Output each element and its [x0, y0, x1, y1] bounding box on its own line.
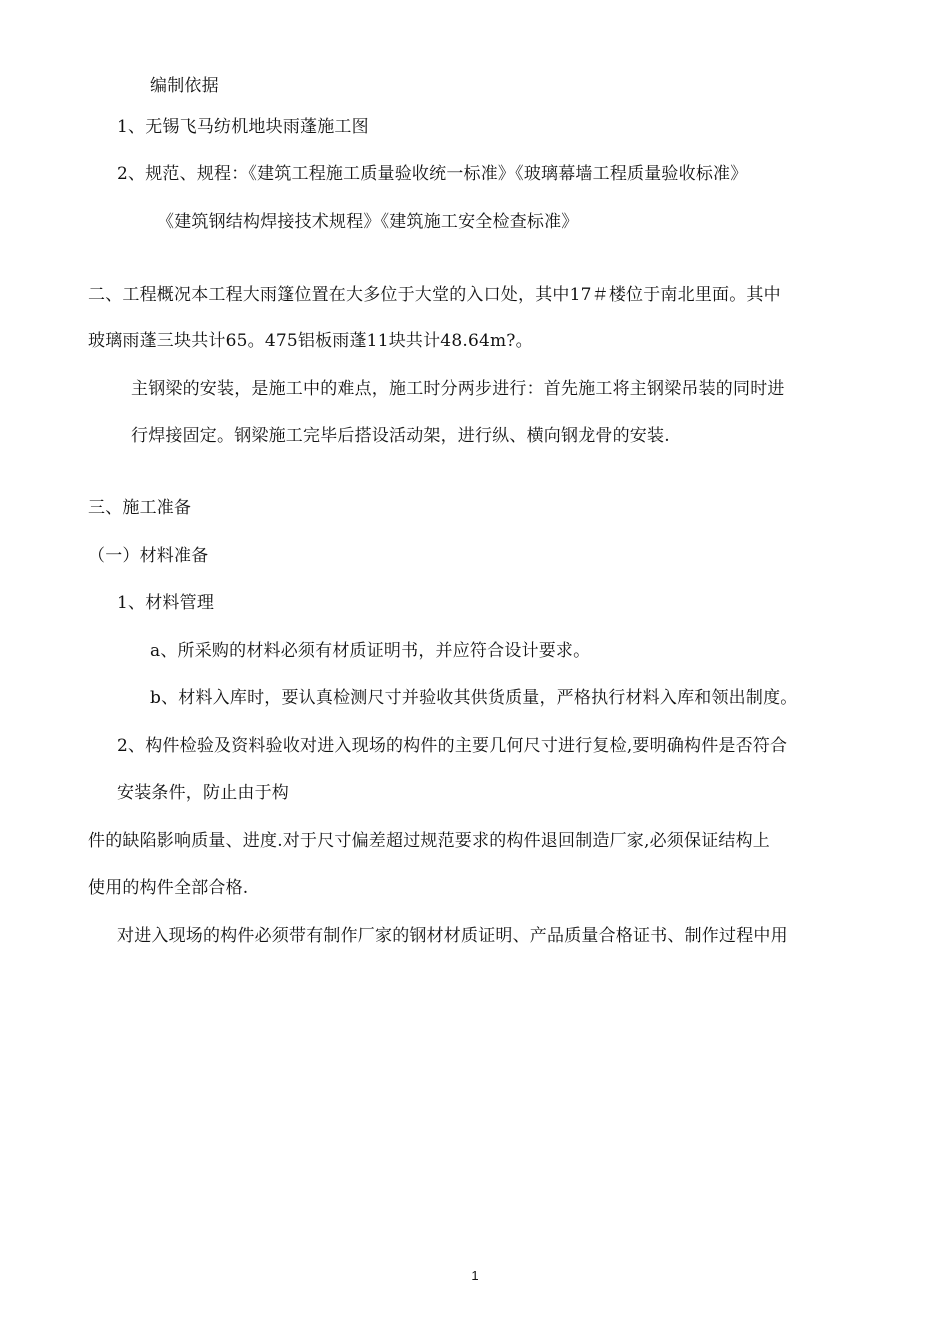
overview-paragraph-line: 行焊接固定。钢梁施工完毕后搭设活动架，进行纵、横向钢龙骨的安装. — [131, 426, 670, 446]
subsection-materials-heading: （一）材料准备 — [88, 546, 209, 566]
component-documents-line: 对进入现场的构件必须带有制作厂家的钢材材质证明、产品质量合格证书、制作过程中用 — [117, 926, 788, 946]
materials-item-a: a、所采购的材料必须有材质证明书，并应符合设计要求。 — [150, 641, 591, 661]
component-inspection-line: 使用的构件全部合格. — [88, 878, 249, 898]
section-preparation-heading: 三、施工准备 — [88, 498, 192, 518]
component-inspection-line: 2、构件检验及资料验收对进入现场的构件的主要几何尺寸进行复检,要明确构件是否符合 — [117, 736, 788, 756]
component-inspection-line: 安装条件，防止由于构 — [117, 783, 289, 803]
heading-basis: 编制依据 — [150, 76, 219, 96]
materials-management-heading: 1、材料管理 — [117, 593, 215, 613]
basis-item-2-continued: 《建筑钢结构焊接技术规程》《建筑施工安全检查标准》 — [157, 212, 579, 232]
basis-item-1: 1、无锡飞马纺机地块雨蓬施工图 — [117, 117, 369, 137]
section-overview-heading: 二、工程概况本工程大雨篷位置在大多位于大堂的入口处，其中17＃楼位于南北里面。其中 — [88, 285, 781, 305]
overview-paragraph-line: 玻璃雨蓬三块共计65。475铝板雨蓬11块共计48.64m?。 — [88, 331, 533, 351]
overview-paragraph-line: 主钢梁的安装，是施工中的难点，施工时分两步进行：首先施工将主钢梁吊装的同时进 — [131, 379, 785, 399]
component-inspection-line: 件的缺陷影响质量、进度.对于尺寸偏差超过规范要求的构件退回制造厂家,必须保证结构上 — [88, 831, 771, 851]
materials-item-b: b、材料入库时，要认真检测尺寸并验收其供货质量，严格执行材料入库和领出制度。 — [150, 688, 798, 708]
page-number: 1 — [471, 1268, 479, 1283]
basis-item-2: 2、规范、规程：《建筑工程施工质量验收统一标准》《玻璃幕墙工程质量验收标准》 — [117, 164, 748, 184]
